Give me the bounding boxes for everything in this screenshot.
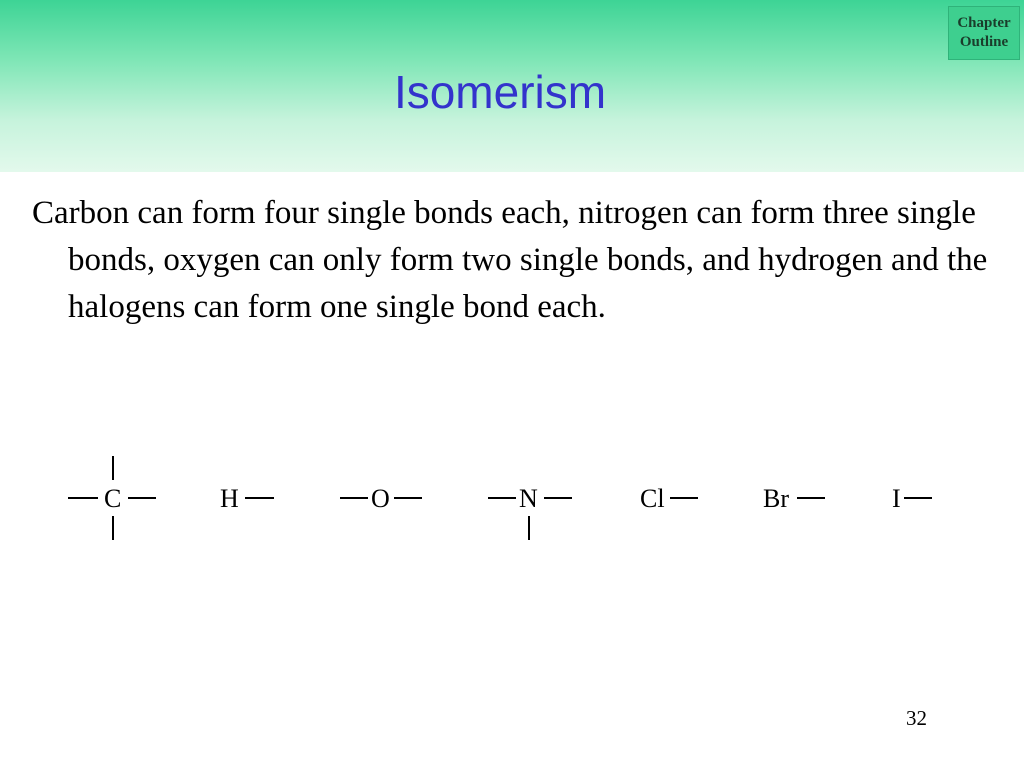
bromine-symbol: Br [763,484,789,513]
nitrogen-symbol: N [519,484,538,513]
body-paragraph: Carbon can form four single bonds each, nitrogen can form three single bonds, oxygen can only form two single bonds, and hydrogen and the halogens can form one single bond each. [32,195,988,325]
chapter-outline-label-line2: Outline [959,34,1009,50]
hydrogen-structure [220,484,274,513]
chapter-outline-button[interactable] [948,6,1020,60]
oxygen-structure [340,484,422,513]
nitrogen-structure [488,484,572,540]
slide-title: Isomerism [393,66,607,118]
bond-structures-diagram [60,448,960,558]
chlorine-structure [640,484,698,513]
iodine-structure [892,484,932,513]
carbon-structure [68,456,156,540]
carbon-symbol: C [104,484,122,513]
page-number: 32 [906,706,927,730]
oxygen-symbol: O [371,484,390,513]
chapter-outline-label-line1: Chapter [957,15,1011,31]
chlorine-symbol: Cl [640,484,665,513]
iodine-symbol: I [892,484,901,513]
bromine-structure [763,484,825,513]
hydrogen-symbol: H [220,484,239,513]
